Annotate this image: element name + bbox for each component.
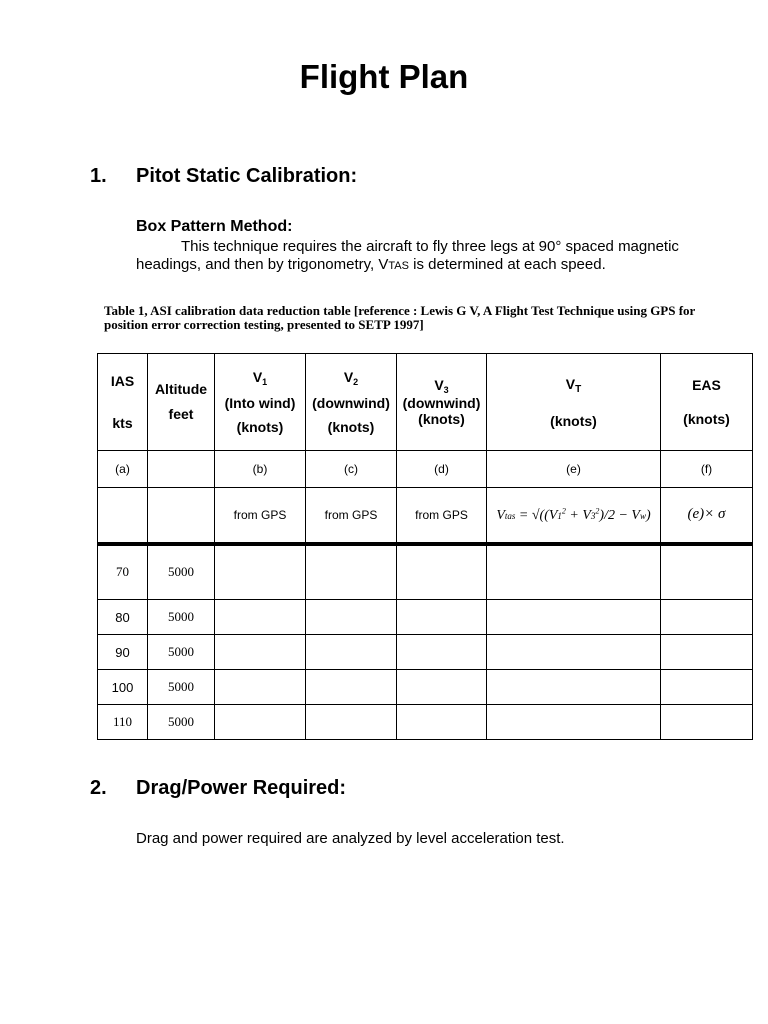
row-cell <box>306 544 397 600</box>
row-cell <box>215 705 306 740</box>
row-cell <box>215 600 306 635</box>
section-1-number: 1. <box>90 165 107 187</box>
letter-cell-b: (b) <box>215 451 306 488</box>
row-cell <box>306 635 397 670</box>
header-altitude-label: Altitude <box>154 381 208 397</box>
header-v2-main: V <box>343 369 354 385</box>
row-cell <box>397 635 487 670</box>
header-vt-main: V <box>565 375 576 392</box>
source-cell-alt <box>148 488 215 544</box>
table-row <box>98 705 753 740</box>
header-v1-main: V <box>252 369 263 385</box>
table-row <box>98 635 753 670</box>
header-v2 <box>306 354 397 451</box>
formula-eas: (e)× σ <box>687 506 726 523</box>
header-v3-line1: (downwind) <box>402 395 481 411</box>
table-row <box>98 670 753 705</box>
header-eas <box>661 354 753 451</box>
header-v2-sub: 2 <box>353 377 359 387</box>
formula-vt: Vtas = $√((V1^2 + V3^2)/2 - Vw)$ <box>496 505 651 523</box>
header-v2-line2: (knots) <box>327 419 375 435</box>
table-row <box>98 544 753 600</box>
row-cell <box>661 600 753 635</box>
row-altitude: 5000 <box>148 670 215 705</box>
header-eas-label: EAS <box>692 377 721 393</box>
page-title: Flight Plan <box>299 58 469 95</box>
header-v1 <box>215 354 306 451</box>
table-row <box>98 600 753 635</box>
letter-cell-a: (a) <box>98 451 148 488</box>
letter-cell-e: (e) <box>487 451 661 488</box>
header-v3-main: V <box>434 377 444 393</box>
row-cell <box>215 544 306 600</box>
paragraph-subscript: TAS <box>388 260 409 272</box>
header-vt <box>487 354 661 451</box>
drag-paragraph: Drag and power required are analyzed by level acceleration test. <box>136 830 565 847</box>
row-altitude: 5000 <box>148 705 215 740</box>
table-caption: Table 1, ASI calibration data reduction table [reference : Lewis G V, A Flight Test Technique using GPS for position error correction testing, presented to SETP 1997] <box>104 303 696 332</box>
letter-cell-c: (c) <box>306 451 397 488</box>
section-1-title: Pitot Static Calibration: <box>136 165 358 187</box>
row-cell <box>397 670 487 705</box>
header-eas-unit: (knots) <box>683 411 730 427</box>
header-v1-sub: 1 <box>262 377 268 387</box>
header-ias <box>98 354 148 451</box>
source-cell-ias <box>98 488 148 544</box>
row-cell <box>306 670 397 705</box>
letter-cell-blank <box>148 451 215 488</box>
letter-cell-f: (f) <box>661 451 753 488</box>
row-cell <box>397 705 487 740</box>
header-v2-line1: (downwind) <box>312 395 390 411</box>
row-ias: 110 <box>98 705 148 740</box>
formula-eas-cell <box>661 488 753 544</box>
row-cell <box>487 544 661 600</box>
row-ias: 80 <box>98 600 148 635</box>
formula-vt-cell <box>487 488 661 544</box>
header-v1-line2: (knots) <box>236 419 284 435</box>
header-ias-label: IAS <box>110 373 135 389</box>
source-cell-v2: from GPS <box>306 488 397 544</box>
row-cell <box>397 600 487 635</box>
header-vt-line1: (knots) <box>550 412 597 429</box>
row-cell <box>661 544 753 600</box>
header-v1-line1: (Into wind) <box>224 395 296 411</box>
source-row <box>98 488 753 544</box>
subsection-title: Box Pattern Method: <box>136 218 293 235</box>
row-cell <box>661 635 753 670</box>
asi-calibration-table <box>97 353 753 740</box>
row-ias: 70 <box>98 544 148 600</box>
letter-row <box>98 451 753 488</box>
header-row <box>98 354 753 451</box>
row-altitude: 5000 <box>148 635 215 670</box>
row-altitude: 5000 <box>148 600 215 635</box>
row-ias: 100 <box>98 670 148 705</box>
row-cell <box>661 670 753 705</box>
section-2-title: Drag/Power Required: <box>136 777 347 799</box>
letter-cell-d: (d) <box>397 451 487 488</box>
row-cell <box>306 600 397 635</box>
row-cell <box>306 705 397 740</box>
header-v3-line2: (knots) <box>418 411 465 427</box>
section-2-number: 2. <box>90 777 107 799</box>
paragraph-part2: is determined at each speed. <box>408 256 606 273</box>
row-cell <box>215 670 306 705</box>
header-v3 <box>397 354 487 451</box>
row-cell <box>487 635 661 670</box>
row-cell <box>487 705 661 740</box>
header-vt-sub: T <box>575 383 582 395</box>
row-cell <box>661 705 753 740</box>
row-altitude: 5000 <box>148 544 215 600</box>
header-altitude-unit: feet <box>168 406 194 422</box>
header-ias-unit: kts <box>112 415 133 431</box>
header-v3-sub: 3 <box>443 385 449 395</box>
source-cell-v3: from GPS <box>397 488 487 544</box>
row-cell <box>487 600 661 635</box>
intro-paragraph <box>136 238 696 275</box>
row-ias: 90 <box>98 635 148 670</box>
paragraph-part1: This technique requires the aircraft to fly three legs at 90° spaced magnetic headings, and then by trigonometry, V <box>136 238 679 273</box>
source-cell-v1: from GPS <box>215 488 306 544</box>
row-cell <box>487 670 661 705</box>
row-cell <box>397 544 487 600</box>
row-cell <box>215 635 306 670</box>
header-altitude <box>148 354 215 451</box>
